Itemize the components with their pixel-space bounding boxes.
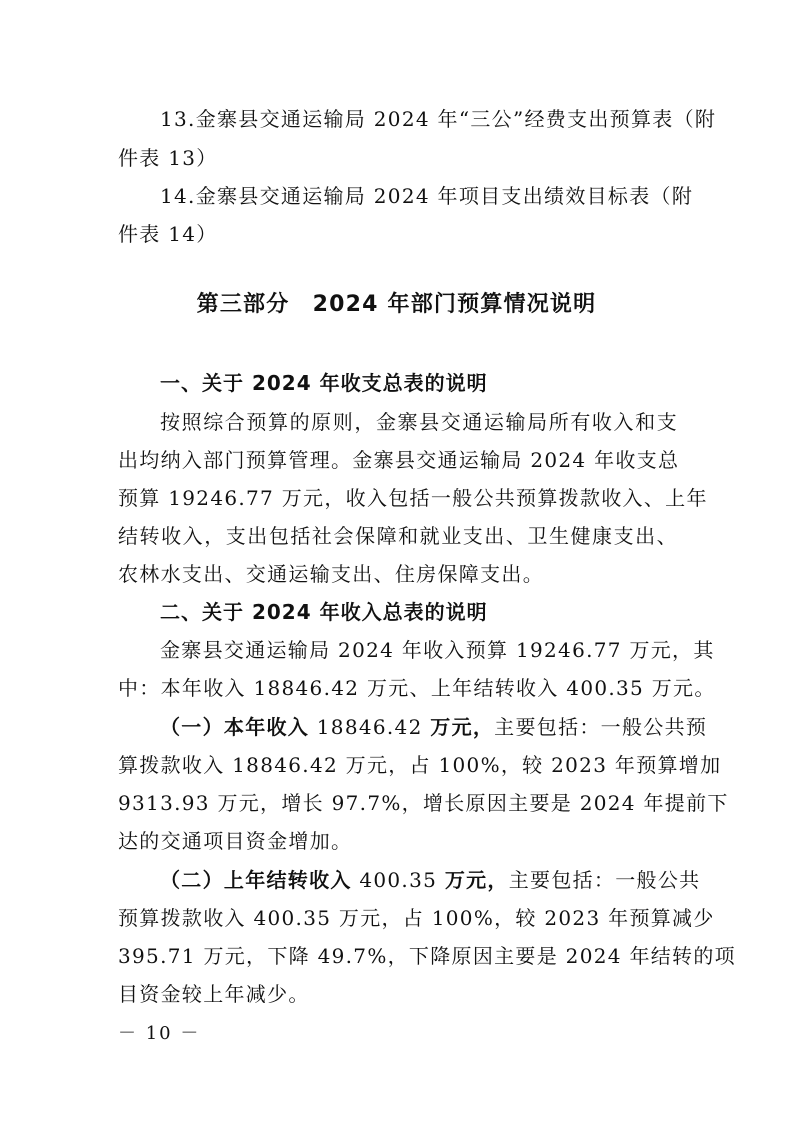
item2-unit: 万元， — [444, 868, 509, 892]
item1-line-4: 达的交通项目资金增加。 — [118, 829, 353, 853]
part2-line-1: 金寨县交通运输局 2024 年收入预算 19246.77 万元，其 — [160, 638, 715, 662]
list-item-14-line2: 件表 14） — [118, 222, 218, 246]
item1-rest: 主要包括：一般公共预 — [494, 715, 708, 739]
list-item-14-line1: 14.金寨县交通运输局 2024 年项目支出绩效目标表（附 — [160, 184, 694, 208]
item1-amount: 18846.42 — [309, 715, 431, 739]
item2-line-3: 395.71 万元，下降 49.7%，下降原因主要是 2024 年结转的项 — [118, 944, 736, 968]
part2-line-2: 中：本年收入 18846.42 万元、上年结转收入 400.35 万元。 — [118, 676, 716, 700]
page-number: － 10 － — [118, 1023, 201, 1044]
part1-line-2: 出均纳入部门预算管理。金寨县交通运输局 2024 年收支总 — [118, 448, 680, 472]
list-item-13-line2: 件表 13） — [118, 146, 218, 170]
item1-line-3: 9313.93 万元，增长 97.7%，增长原因主要是 2024 年提前下 — [118, 791, 729, 815]
item2-amount: 400.35 — [351, 868, 445, 892]
part1-line-1: 按照综合预算的原则，金寨县交通运输局所有收入和支 — [160, 410, 678, 434]
item2-label: （二）上年结转收入 — [160, 868, 352, 892]
part2-heading: 二、关于 2024 年收入总表的说明 — [160, 600, 488, 624]
section-title: 第三部分 2024 年部门预算情况说明 — [196, 292, 597, 317]
item2-first-line — [160, 868, 701, 892]
part1-line-3: 预算 19246.77 万元，收入包括一般公共预算拨款收入、上年 — [118, 486, 708, 510]
item2-line-4: 目资金较上年减少。 — [118, 982, 310, 1006]
item2-rest: 主要包括：一般公共 — [508, 868, 701, 892]
part1-line-5: 农林水支出、交通运输支出、住房保障支出。 — [118, 562, 544, 586]
item1-label: （一）本年收入 — [160, 715, 310, 739]
part1-line-4: 结转收入，支出包括社会保障和就业支出、卫生健康支出、 — [118, 524, 678, 548]
item1-first-line — [160, 715, 708, 739]
list-item-13-line1: 13.金寨县交通运输局 2024 年“三公”经费支出预算表（附 — [160, 107, 717, 131]
item1-line-2: 算拨款收入 18846.42 万元，占 100%，较 2023 年预算增加 — [118, 753, 722, 777]
item2-line-2: 预算拨款收入 400.35 万元，占 100%，较 2023 年预算减少 — [118, 906, 715, 930]
part1-heading: 一、关于 2024 年收支总表的说明 — [160, 371, 488, 395]
item1-unit: 万元， — [430, 715, 495, 739]
